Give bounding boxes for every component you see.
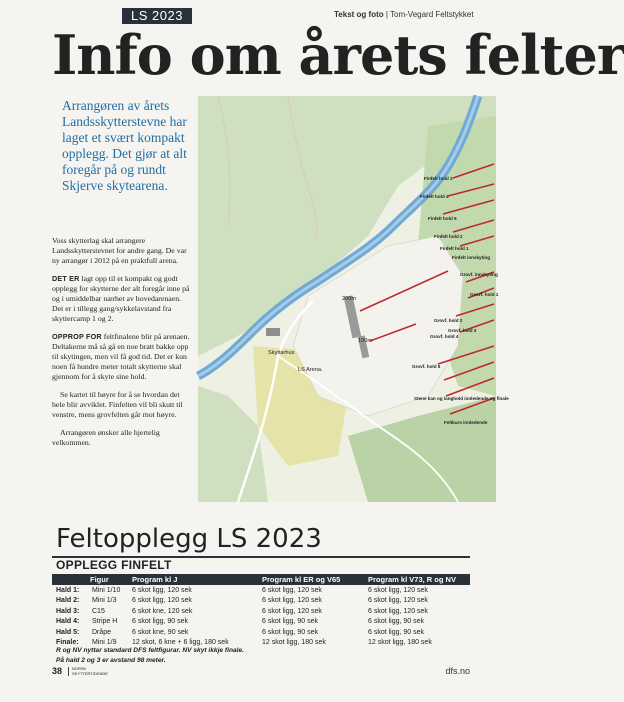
label-finfelt-innskyting: Finfelt innskyting — [452, 255, 491, 260]
table-row — [52, 607, 470, 617]
table-notes — [56, 646, 356, 666]
cell-hald: Hald 3: — [56, 607, 80, 615]
arena-map-svg — [198, 96, 509, 502]
label-skyttarhus: Skyttarhus — [268, 350, 295, 356]
arena-map — [198, 96, 509, 502]
paragraph-2-text: lagt opp til et kompakt og godt opplegg for skytterne der alt foregår inne på og i umiddelbar nærhet av hovedarenaen. Det er i tillegg gang/sykkelavstand fra skyttercamp 1 og 2. — [52, 274, 190, 323]
page-title: Info om årets felter — [52, 23, 624, 87]
label-finfelt-hold-5: Finfelt hold 5 — [428, 216, 457, 221]
table-note-1: R og NV nyttar standard DFS feltfigurar. NV skyt ikkje finale. — [56, 647, 244, 654]
cell-hald: Hald 4: — [56, 618, 80, 626]
label-arena: LS Arena. — [298, 367, 323, 373]
cell-figur: Mini 1/10 — [92, 587, 121, 594]
cell-program-j: 6 skot kne, 120 sek — [132, 607, 193, 615]
cell-hald: Hald 2: — [56, 597, 80, 605]
table-note-2: På hald 2 og 3 er avstand 98 meter. — [56, 657, 166, 664]
paragraph-3-text: feltfinalene blir på arenaen. Deltakerne må så gå en noe bratt bakke opp til skytingen, men vil få god tid. Det er kun noen få hundre meter totalt skytterne skal gjennom for å skyte sine hold. — [52, 332, 190, 381]
site-url: dfs.no — [445, 666, 470, 676]
cell-figur: Mini 1/3 — [92, 597, 117, 605]
cell-program-v73: 6 skot ligg, 90 sek — [368, 628, 425, 636]
label-feltkurs: Feltkurs innledende — [444, 420, 488, 425]
table-header — [52, 574, 470, 585]
cell-program-er: 6 skot ligg, 120 sek — [262, 587, 322, 594]
section-tag: LS 2023 — [122, 8, 192, 24]
cell-program-j: 6 skot ligg, 120 sek — [132, 587, 192, 594]
paragraph-1: Voss skytterlag skal arrangere Landsskytterstevnet for andre gang. De var ny arrangør i 2012 på en praktfull arena. — [52, 236, 187, 265]
section-title: Feltopplegg LS 2023 — [56, 524, 322, 554]
label-finfelt-hold-3: Finfelt hold 3 — [424, 176, 453, 181]
label-grovf-hold-4: Grovf. hold 4 — [430, 334, 459, 339]
label-finfelt-hold-4: Finfelt hold 4 — [420, 194, 449, 199]
byline-author: Tom-Vegard Feltstykket — [390, 10, 474, 19]
cell-program-er: 6 skot ligg, 120 sek — [262, 607, 322, 615]
label-grovf-hold-2: Grovf. hold 2 — [434, 318, 463, 323]
label-stene: Stene kan og langhold innledende og finale — [414, 396, 509, 401]
cell-hald: Hald 5: — [56, 628, 80, 636]
table-row — [52, 586, 470, 596]
cell-figur: C15 — [92, 607, 105, 615]
page-number: 38 — [52, 666, 63, 676]
article-body — [52, 236, 192, 456]
table-header-program-er: Program kl ER og V65 — [262, 575, 341, 584]
table-row — [52, 596, 470, 606]
cell-program-v73: 6 skot ligg, 90 sek — [368, 618, 425, 626]
cell-figur: Stripe H — [92, 618, 118, 626]
paragraph-4: Se kartet til høyre for å se hvordan det hele blir avviklet. Finfelten vil bli skutt til venstre, mens grovfelten går mot høyre. — [52, 390, 183, 419]
label-grovf-hold-1: Grovf. hold 1 — [470, 292, 499, 297]
cell-program-v73: 6 skot ligg, 120 sek — [368, 597, 428, 605]
label-grovf-hold-3: Grovf. hold 3 — [448, 328, 477, 333]
cell-figur: Dråpe — [92, 628, 112, 636]
label-grovf-innskyting: Grovf. innskyting — [460, 272, 498, 277]
cell-program-er: 6 skot ligg, 120 sek — [262, 597, 322, 605]
table-header-figur: Figur — [90, 575, 109, 584]
magazine-name-line-2: SKYTTERTIDENDE — [72, 670, 108, 676]
label-100m: 100m — [358, 338, 372, 344]
table-header-program-v73: Program kl V73, R og NV — [368, 575, 456, 584]
table-body — [52, 586, 470, 648]
cell-program-er: 6 skot ligg, 90 sek — [262, 628, 319, 636]
paragraph-3-lead: OPPROP FOR — [52, 332, 102, 341]
label-finfelt-hold-1: Finfelt hold 1 — [440, 246, 469, 251]
cell-program-v73: 6 skot ligg, 120 sek — [368, 587, 428, 594]
cell-figur: Mini 1/9 — [92, 638, 117, 646]
cell-program-v73: 12 skot ligg, 180 sek — [368, 638, 432, 646]
map-building-skyttarhus — [266, 328, 280, 336]
cell-hald: Hald 1: — [56, 587, 80, 594]
magazine-name-line-1: NORSK — [72, 666, 87, 671]
paragraph-3 — [52, 332, 192, 382]
cell-program-er: 12 skot ligg, 180 sek — [262, 638, 326, 646]
label-finfelt-hold-2: Finfelt hold 2 — [434, 234, 463, 239]
paragraph-2 — [52, 274, 192, 324]
paragraph-5: Arrangøren ønsker alle hjertelig velkommen. — [52, 428, 160, 447]
byline-label: Tekst og foto — [334, 10, 384, 19]
table-row — [52, 628, 470, 638]
cell-program-er: 6 skot ligg, 90 sek — [262, 618, 319, 626]
byline: Tekst og foto | Tom-Vegard Feltstykket — [334, 10, 474, 19]
paragraph-2-lead: DET ER — [52, 274, 80, 283]
cell-program-v73: 6 skot ligg, 120 sek — [368, 607, 428, 615]
cell-hald: Finale: — [56, 638, 79, 646]
intro-text: Arrangøren av årets Landsskytterstevne har laget et svært kompakt opplegg. Det gjør at alt foregår på og rundt Skjerve skytearena. — [62, 98, 187, 193]
label-200m: 200m — [342, 296, 356, 302]
cell-program-j: 6 skot ligg, 120 sek — [132, 597, 192, 605]
section-subtitle: OPPLEGG FINFELT — [56, 558, 172, 572]
page-footer — [52, 666, 470, 680]
cell-program-j: 6 skot kne, 90 sek — [132, 628, 189, 636]
label-grovf-hold-5: Grovf. hold 5 — [412, 364, 441, 369]
table-header-program-j: Program kl J — [132, 575, 178, 584]
table-row — [52, 617, 470, 627]
cell-program-j: 6 skot ligg, 90 sek — [132, 618, 189, 626]
cell-program-j: 12 skot, 6 kne + 6 ligg, 180 sek — [132, 638, 229, 646]
magazine-name — [68, 667, 108, 676]
